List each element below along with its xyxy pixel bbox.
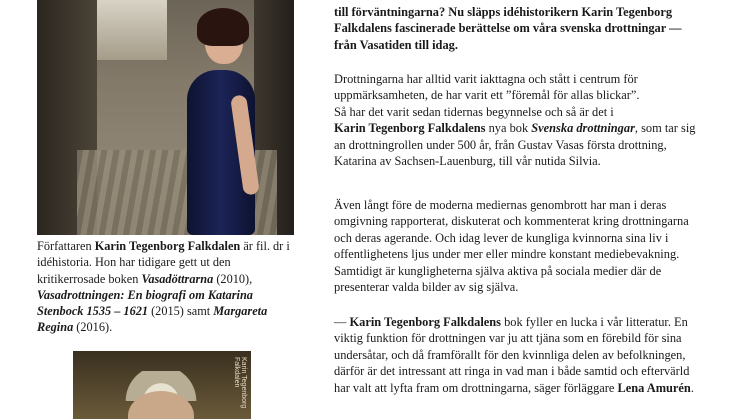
book-title: Margareta Regina: [37, 304, 268, 335]
book-title: Svenska drottningar: [531, 121, 635, 136]
author-name: Karin Tegenborg Falkdalens: [334, 121, 486, 136]
author-name: Karin Tegenborg Falkdalens: [349, 315, 501, 329]
book-title: Vasadöttrarna: [141, 271, 214, 286]
photo-caption: Författaren Karin Tegenborg Falkdalen är fil. dr i idéhistoria. Hon har tidigare gett ut den kritikerrosade boken Vasadöttrarna (2010), Vasadrottningen: En biografi om Katarina Stenbock 1535 – 1621 (2015) samt Margareta Regina (2016).: [37, 239, 290, 335]
photo-hair: [197, 8, 249, 46]
photo-sky: [97, 0, 167, 60]
author-photo: [37, 0, 294, 235]
paragraph-1: Drottningarna har alltid varit iakttagna och stått i centrum för uppmärksamheten, de har varit ett ”föremål för allas blickar”. Så har det varit sedan tidernas begynnelse och så är det i Karin Tegenborg Falkdalens nya bok Svenska drottningar, som tar sig an drottningrollen under 500 år, från Gustav Vasas första drottning, Katarina av Sachsen-Lauenburg, till vår nutida Silvia.: [334, 72, 696, 169]
book-title: Vasadrottningen: En biografi om Katarina Stenbock 1535 – 1621: [37, 287, 253, 319]
paragraph-2: Även långt före de moderna mediernas genombrott har man i deras omgivning rapporterat, diskuterat och kommenterat kring drottningarna och deras agerande. Och idag lever de kungliga kvinnorna sina liv i offentlighetens ljus under mer eller mindre konstant mediebevakning. Samtidigt är kungligheterna själva aktiva på sociala medier där de presenterar valda bilder av sig själva.: [334, 198, 689, 295]
author-name: Karin Tegenborg Falkdalen: [94, 239, 241, 253]
lead-paragraph: till förväntningarna? Nu släpps idéhistorikern Karin Tegenborg Falkdalens fascinerade berättelse om våra svenska drottningar — från Vasatiden till idag.: [334, 5, 682, 52]
paragraph-3: — Karin Tegenborg Falkdalens bok fyller en lucka i vår litteratur. En viktig funktion för drottningen var ju att tjäna som en förebild för sina undersåtar, och då framförallt för den kvinnliga delen av befolkningen, därför är det intressant att ringa in vad man i både samtid och eftervärld har valt att lyfta fram om drottningarna, säger förläggare Lena Amurén.: [334, 315, 694, 395]
book-cover-image: [73, 351, 251, 419]
cover-spine-text: Karin Tegenborg Falkdalen: [233, 357, 247, 409]
publisher-name: Lena Amurén: [617, 380, 691, 395]
